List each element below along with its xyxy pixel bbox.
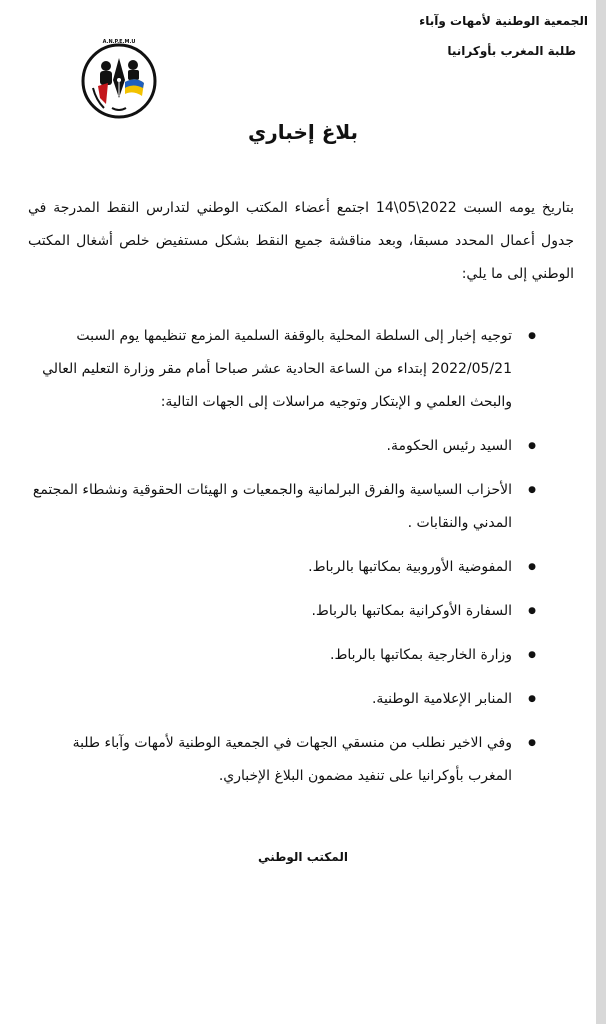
list-item: ● السيد رئيس الحكومة. [30,430,530,463]
association-logo [78,38,160,120]
list-item: ● الأحزاب السياسية والفرق البرلمانية والجمعيات و الهيئات الحقوقية ونشطاء المجتمع المدني والنقابات . [30,474,530,540]
signature: المكتب الوطني [258,850,348,864]
decision-list [30,320,530,804]
intro-paragraph [28,192,574,291]
document-title: بلاغ إخباري [247,120,359,144]
list-item: ● المفوضية الأوروبية بمكاتبها بالرباط. [30,551,530,584]
list-item: ● السفارة الأوكرانية بمكاتبها بالرباط. [30,595,530,628]
intro-text: بتاريخ يومه السبت 2022\05\14 اجتمع أعضاء المكتب الوطني لتدارس النقط المدرجة في جدول أعمال المحدد مسبقا، وبعد مناقشة جميع النقط بشكل مستفيض خلص أشغال المكتب الوطني إلى ما يلي: [28,200,575,282]
logo-acronym: A.N.P.E.M.U [102,39,136,45]
org-name-line2: طلبة المغرب بأوكرانيا [447,44,576,58]
page-edge-shadow [596,0,606,1024]
list-item: ● وفي الاخير نطلب من منسقي الجهات في الجمعية الوطنية لأمهات وآباء طلبة المغرب بأوكرانيا على تنفيد مضمون البلاغ الإخباري. [30,727,530,793]
list-item: ● توجيه إخبار إلى السلطة المحلية بالوقفة السلمية المزمع تنظيمها يوم السبت 2022/05/21 إبتداء من الساعة الحادية عشر صباحا أمام مقر وزارة التعليم العالي والبحث العلمي و الإبتكار وتوجيه مراسلات إلى الجهات التالية: [30,320,530,419]
list-item: ● المنابر الإعلامية الوطنية. [30,683,530,716]
org-name-line1: الجمعية الوطنية لأمهات وآباء [419,14,588,28]
letterhead [288,14,588,58]
list-item: ● وزارة الخارجية بمكاتبها بالرباط. [30,639,530,672]
